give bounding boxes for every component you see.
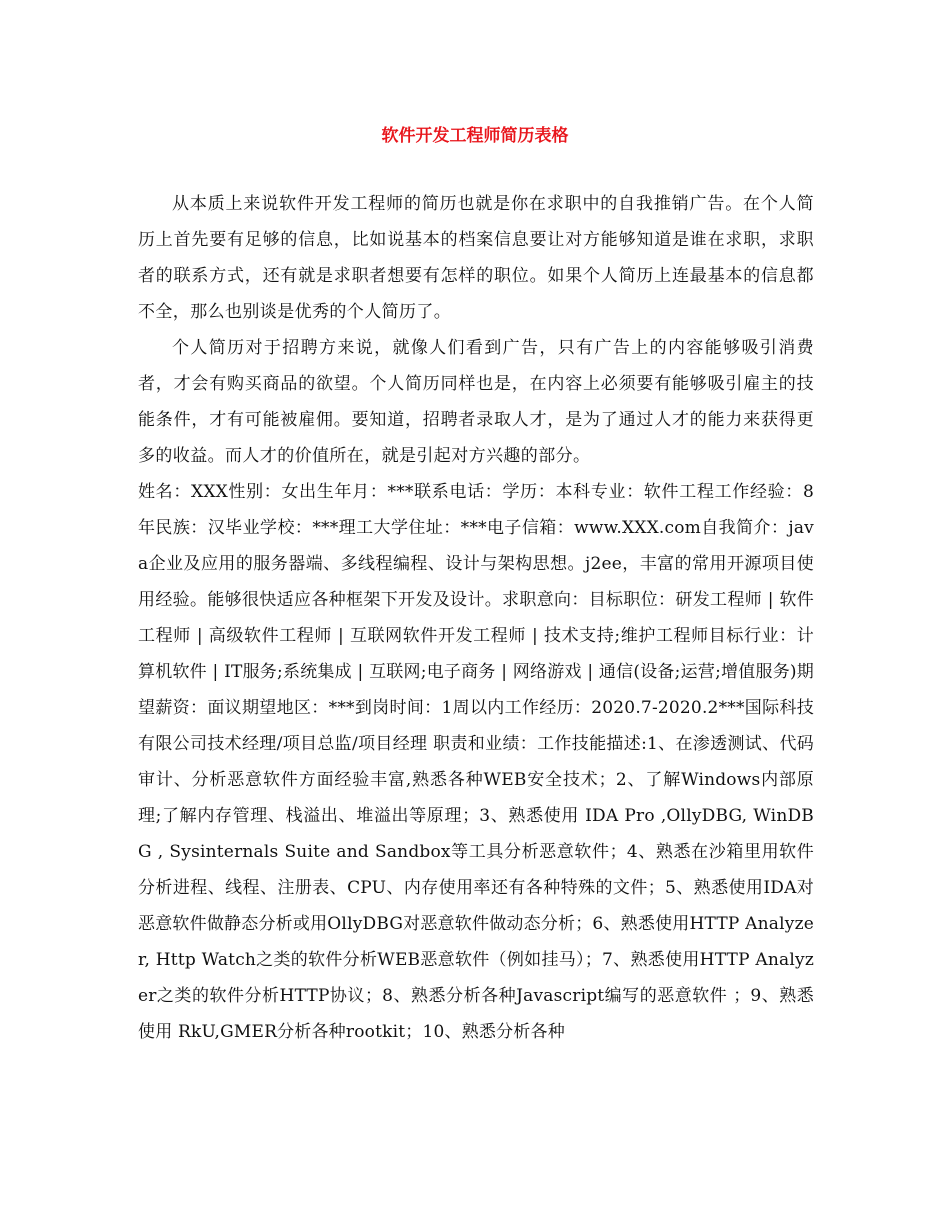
- document-body: [138, 186, 814, 1050]
- document-title: 软件开发工程师简历表格: [381, 126, 569, 146]
- intro-paragraph-2: 个人简历对于招聘方来说，就像人们看到广告，只有广告上的内容能够吸引消费者，才会有购买商品的欲望。个人简历同样也是，在内容上必须要有能够吸引雇主的技能条件，才有可能被雇佣。要知道，招聘者录取人才，是为了通过人才的能力来获得更多的收益。而人才的价值所在，就是引起对方兴趣的部分。: [138, 338, 814, 466]
- resume-details: 姓名：XXX性别：女出生年月：***联系电话：学历：本科专业：软件工程工作经验：8年民族：汉毕业学校：***理工大学住址：***电子信箱：www.XXX.com自我简介：java企业及应用的服务器端、多线程编程、设计与架构思想。j2ee，丰富的常用开源项目使用经验。能够很快适应各种框架下开发及设计。求职意向：目标职位：研发工程师 | 软件工程师 | 高级软件工程师 | 互联网软件开发工程师 | 技术支持;维护工程师目标行业：计算机软件 | IT服务;系统集成 | 互联网;电子商务 | 网络游戏 | 通信(设备;运营;增值服务)期望薪资：面议期望地区：***到岗时间：1周以内工作经历：2020.7-2020.2***国际科技有限公司技术经理/项目总监/项目经理 职责和业绩：工作技能描述:1、在渗透测试、代码审计、分析恶意软件方面经验丰富,熟悉各种WEB安全技术；2、了解Windows内部原理;了解内存管理、栈溢出、堆溢出等原理；3、熟悉使用 IDA Pro ,OllyDBG, WinDBG , Sysinternals Suite and Sandbox等工具分析恶意软件；4、熟悉在沙箱里用软件分析进程、线程、注册表、CPU、内存使用率还有各种特殊的文件；5、熟悉使用IDA对恶意软件做静态分析或用OllyDBG对恶意软件做动态分析；6、熟悉使用HTTP Analyzer, Http Watch之类的软件分析WEB恶意软件（例如挂马）；7、熟悉使用HTTP Analyzer之类的软件分析HTTP协议；8、熟悉分析各种Javascript编写的恶意软件 ；9、熟悉使用 RkU,GMER分析各种rootkit；10、熟悉分析各种: [138, 482, 814, 1042]
- intro-paragraph-1: 从本质上来说软件开发工程师的简历也就是你在求职中的自我推销广告。在个人简历上首先要有足够的信息，比如说基本的档案信息要让对方能够知道是谁在求职，求职者的联系方式，还有就是求职者想要有怎样的职位。如果个人简历上连最基本的信息都不全，那么也别谈是优秀的个人简历了。: [138, 194, 814, 322]
